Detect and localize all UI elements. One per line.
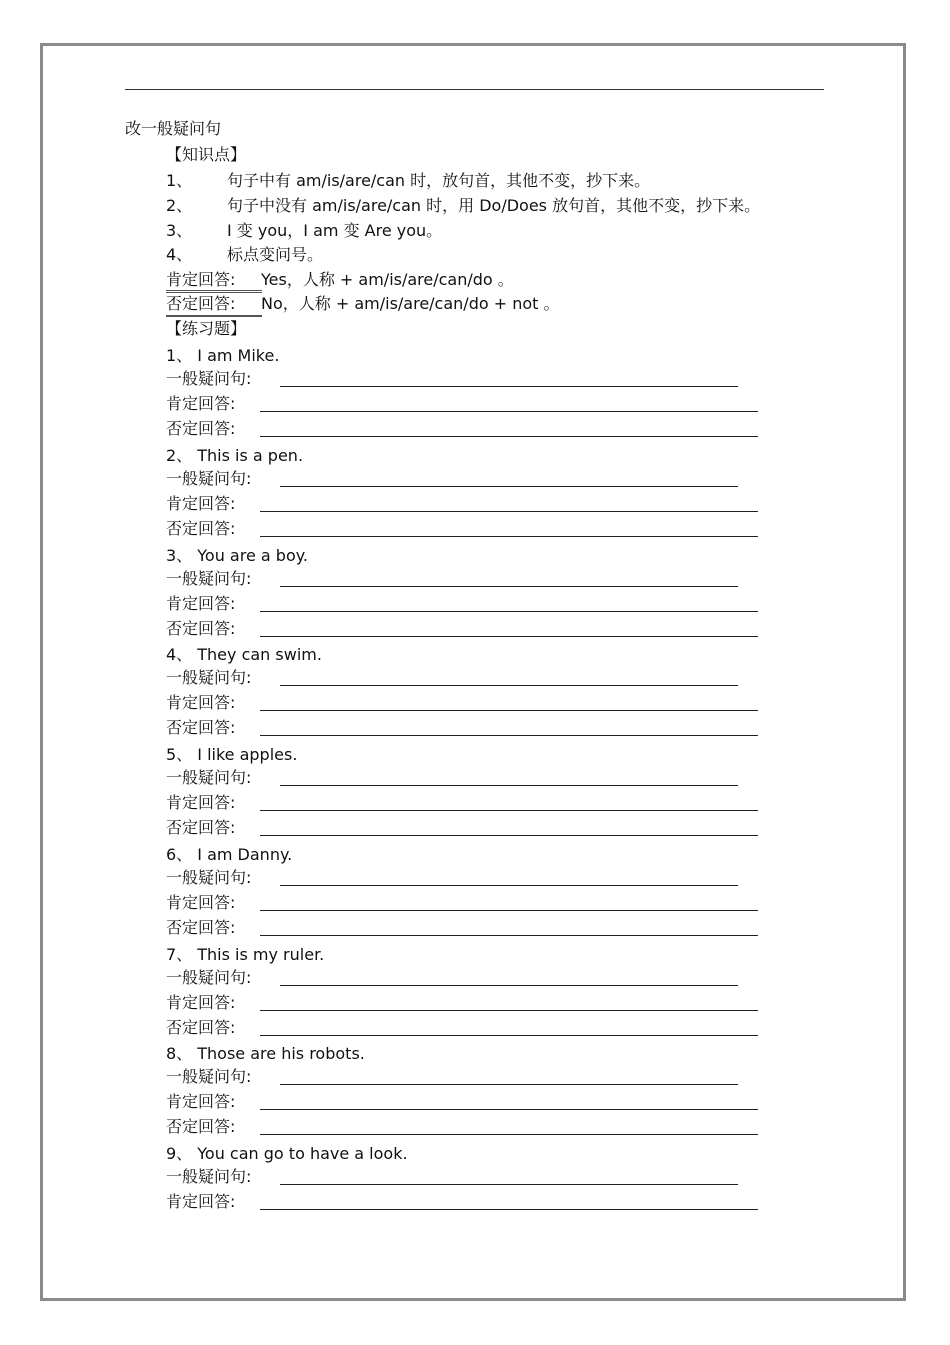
general-question-blank[interactable] — [280, 785, 738, 786]
exercise-sentence: 8、 Those are his robots. — [166, 1044, 365, 1064]
negative-answer-label: 否定回答: — [166, 618, 236, 638]
general-question-label: 一般疑问句: — [166, 668, 252, 688]
exercise-sentence: 7、 This is my ruler. — [166, 944, 325, 964]
affirmative-answer-label: 肯定回答: — [166, 394, 236, 413]
negative-answer-label: 否定回答: — [166, 419, 236, 438]
exercise-sentence: 1、 I am Mike. — [166, 346, 280, 365]
negative-answer-label: 否定回答: — [166, 718, 236, 738]
point-text: 句子中没有 am/is/are/can 时，用 Do/Does 放句首，其他不变，抄下来。 — [227, 196, 761, 215]
affirmative-answer-blank[interactable] — [260, 511, 758, 512]
general-question-label: 一般疑问句: — [166, 867, 252, 887]
general-question-label: 一般疑问句: — [166, 967, 252, 987]
yes-answer-label: 肯定回答: — [166, 270, 236, 289]
point-text: I 变 you，I am 变 Are you。 — [227, 221, 443, 240]
general-question-label: 一般疑问句: — [166, 1167, 252, 1186]
affirmative-answer-label: 肯定回答: — [166, 1092, 236, 1112]
negative-answer-label: 否定回答: — [166, 917, 236, 937]
negative-answer-blank[interactable] — [260, 1035, 758, 1036]
no-answer-rule: No，人称 + am/is/are/can/do + not 。 — [261, 294, 560, 313]
point-number: 3、 — [166, 221, 193, 240]
affirmative-answer-blank[interactable] — [260, 1109, 758, 1110]
exercise-sentence: 2、 This is a pen. — [166, 445, 304, 465]
affirmative-answer-blank[interactable] — [260, 1209, 758, 1210]
point-number: 1、 — [166, 171, 193, 190]
negative-answer-blank[interactable] — [260, 735, 758, 736]
exercise-sentence: 4、 They can swim. — [166, 645, 322, 665]
negative-answer-label: 否定回答: — [166, 1117, 236, 1137]
affirmative-answer-label: 肯定回答: — [166, 493, 236, 513]
affirmative-answer-label: 肯定回答: — [166, 992, 236, 1012]
affirmative-answer-blank[interactable] — [260, 611, 758, 612]
affirmative-answer-label: 肯定回答: — [166, 693, 236, 713]
negative-answer-label: 否定回答: — [166, 518, 236, 538]
negative-answer-blank[interactable] — [260, 935, 758, 936]
general-question-blank[interactable] — [280, 685, 738, 686]
affirmative-answer-label: 肯定回答: — [166, 593, 236, 613]
exercise-sentence: 5、 I like apples. — [166, 745, 298, 764]
no-answer-label: 否定回答: — [166, 294, 236, 313]
yes-answer-rule: Yes，人称 + am/is/are/can/do 。 — [261, 270, 514, 289]
general-question-blank[interactable] — [280, 1084, 738, 1085]
negative-answer-blank[interactable] — [260, 436, 758, 437]
general-question-blank[interactable] — [280, 586, 738, 587]
general-question-label: 一般疑问句: — [166, 1067, 252, 1087]
point-text: 句子中有 am/is/are/can 时，放句首，其他不变，抄下来。 — [227, 171, 651, 190]
negative-answer-blank[interactable] — [260, 835, 758, 836]
affirmative-answer-blank[interactable] — [260, 910, 758, 911]
exercise-sentence: 9、 You can go to have a look. — [166, 1144, 408, 1163]
affirmative-answer-blank[interactable] — [260, 810, 758, 811]
exercise-heading: 【练习题】 — [166, 319, 247, 338]
general-question-blank[interactable] — [280, 1184, 738, 1185]
negative-answer-label: 否定回答: — [166, 818, 236, 837]
general-question-blank[interactable] — [280, 985, 738, 986]
general-question-label: 一般疑问句: — [166, 468, 252, 488]
negative-answer-blank[interactable] — [260, 536, 758, 537]
header-rule — [125, 89, 824, 90]
knowledge-heading: 【知识点】 — [166, 145, 247, 164]
affirmative-answer-blank[interactable] — [260, 710, 758, 711]
point-number: 4、 — [166, 245, 193, 264]
label-underline — [166, 290, 262, 293]
affirmative-answer-label: 肯定回答: — [166, 793, 236, 812]
point-number: 2、 — [166, 196, 193, 215]
negative-answer-label: 否定回答: — [166, 1017, 236, 1037]
general-question-blank[interactable] — [280, 486, 738, 487]
exercise-sentence: 3、 You are a boy. — [166, 545, 309, 565]
affirmative-answer-blank[interactable] — [260, 1010, 758, 1011]
affirmative-answer-label: 肯定回答: — [166, 892, 236, 912]
label-underline — [166, 315, 262, 317]
negative-answer-blank[interactable] — [260, 1134, 758, 1135]
general-question-label: 一般疑问句: — [166, 768, 252, 787]
point-text: 标点变问号。 — [227, 245, 324, 264]
exercise-sentence: 6、 I am Danny. — [166, 844, 293, 864]
general-question-blank[interactable] — [280, 386, 738, 387]
affirmative-answer-label: 肯定回答: — [166, 1192, 236, 1211]
general-question-blank[interactable] — [280, 885, 738, 886]
affirmative-answer-blank[interactable] — [260, 411, 758, 412]
general-question-label: 一般疑问句: — [166, 369, 252, 388]
negative-answer-blank[interactable] — [260, 636, 758, 637]
document-title: 改一般疑问句 — [125, 119, 222, 138]
general-question-label: 一般疑问句: — [166, 568, 252, 588]
